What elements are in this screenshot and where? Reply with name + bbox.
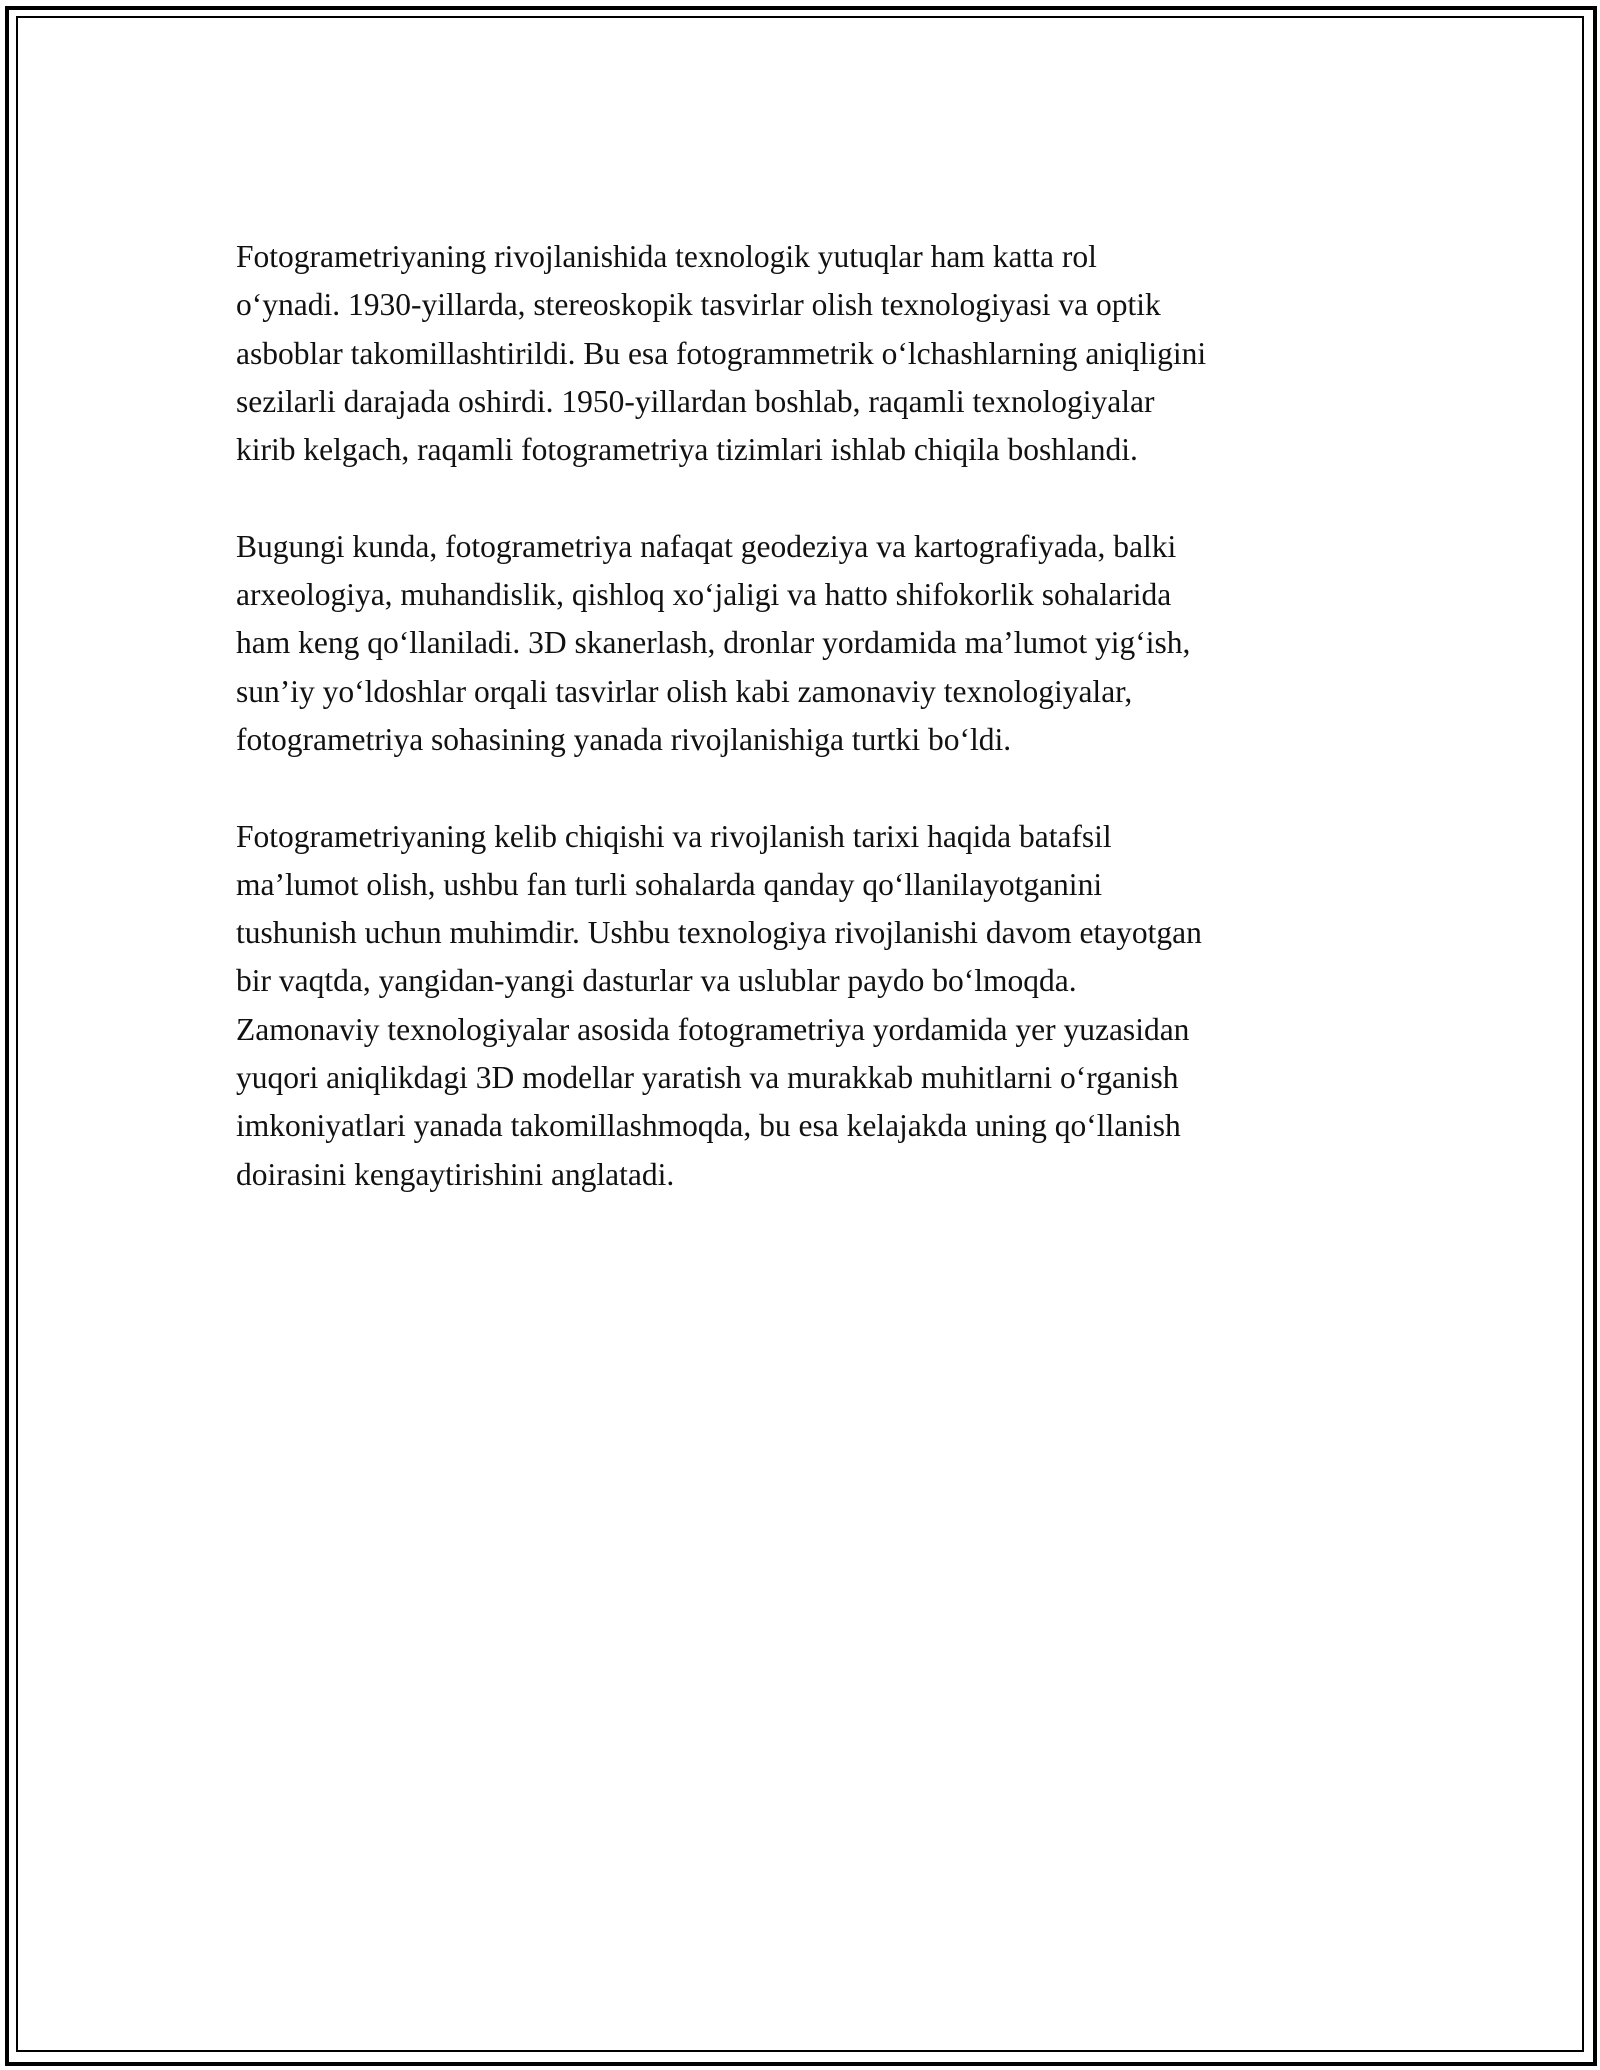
paragraph-modern-applications: Bugungi kunda, fotogrametriya nafaqat geodeziya va kartografiyada, balki arxeologiya, muhandislik, qishloq xo‘jaligi va hatto shifokorlik sohalarida ham keng qo‘llaniladi. 3D skanerlash, dronlar yordamida ma’lumot yig‘ish, sun’iy yo‘ldoshlar orqali tasvirlar olish kabi zamonaviy texnologiyalar, fotogrametriya sohasining yanada rivojlanishiga turtki bo‘ldi.: [236, 528, 1191, 757]
document-body: [236, 233, 1376, 1247]
paragraph-technology-history: Fotogrametriyaning rivojlanishida texnologik yutuqlar ham katta rol o‘ynadi. 1930-yillarda, stereoskopik tasvirlar olish texnologiyasi va optik asboblar takomillashtirildi. Bu esa fotogrammetrik o‘lchashlarning aniqligini sezilarli darajada oshirdi. 1950-yillardan boshlab, raqamli texnologiyalar kirib kelgach, raqamli fotogrametriya tizimlari ishlab chiqila boshlandi.: [236, 239, 1207, 468]
paragraph-importance-future: Fotogrametriyaning kelib chiqishi va rivojlanish tarixi haqida batafsil ma’lumot olish, ushbu fan turli sohalarda qanday qo‘llanilayotganini tushunish uchun muhimdir. Ushbu texnologiya rivojlanishi davom etayotgan bir vaqtda, yangidan-yangi dasturlar va uslublar paydo bo‘lmoqda. Zamonaviy texnologiyalar asosida fotogrametriya yordamida yer yuzasidan yuqori aniqlikdagi 3D modellar yaratish va murakkab muhitlarni o‘rganish imkoniyatlari yanada takomillashmoqda, bu esa kelajakda uning qo‘llanish doirasini kengaytirishini anglatadi.: [236, 818, 1202, 1192]
